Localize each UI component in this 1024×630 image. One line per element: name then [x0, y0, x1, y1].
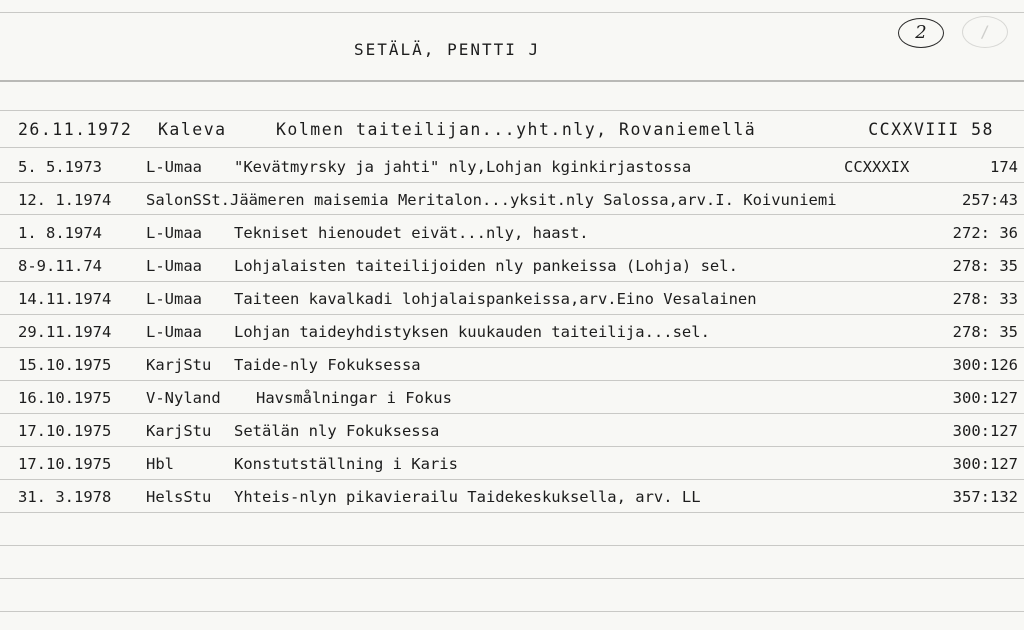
- entry-reference: 174: [990, 158, 1018, 176]
- entry-reference: 278: 35: [952, 257, 1018, 275]
- entry-description: SalonSSt.Jäämeren maisemia Meritalon...yksit.nly Salossa,arv.I. Koivuniemi: [146, 191, 837, 209]
- entry-reference: 272: 36: [952, 224, 1018, 242]
- entry-source: L-Umaa: [146, 158, 202, 176]
- entry-reference: 300:127: [952, 455, 1018, 473]
- entry-date: 1. 8.1974: [18, 224, 102, 242]
- card-title: SETÄLÄ, PENTTI J: [354, 40, 541, 59]
- entry-date: 16.10.1975: [18, 389, 112, 407]
- entry-description: Konstutställning i Karis: [234, 455, 458, 473]
- entry-description: Yhteis-nlyn pikavierailu Taidekeskuksella, arv. LL: [234, 488, 701, 506]
- entry-source: Kaleva: [158, 120, 227, 139]
- entry-description: Tekniset hienoudet eivät...nly, haast.: [234, 224, 589, 242]
- card-number-mark: 2: [898, 18, 944, 48]
- entry-source: L-Umaa: [146, 257, 202, 275]
- entry-row: [0, 120, 1024, 144]
- entry-reference: 278: 33: [952, 290, 1018, 308]
- ruled-line: [0, 380, 1024, 381]
- ruled-line: [0, 545, 1024, 546]
- entry-source: V-Nyland: [146, 389, 221, 407]
- entry-row: [0, 488, 1024, 512]
- entry-description: Taide-nly Fokuksessa: [234, 356, 421, 374]
- entry-row: [0, 257, 1024, 281]
- ruled-line: [0, 611, 1024, 612]
- entry-reference: CCXXVIII 58: [868, 120, 994, 139]
- entry-source: L-Umaa: [146, 224, 202, 242]
- ruled-line: [0, 248, 1024, 249]
- entry-description: Lohjan taideyhdistyksen kuukauden taiteilija...sel.: [234, 323, 710, 341]
- ruled-line: [0, 413, 1024, 414]
- entry-row: [0, 323, 1024, 347]
- ruled-line: [0, 281, 1024, 282]
- entry-row: [0, 455, 1024, 479]
- entry-date: 8-9.11.74: [18, 257, 102, 275]
- entry-description: Kolmen taiteilijan...yht.nly, Rovaniemellä: [276, 120, 757, 139]
- entry-date: 12. 1.1974: [18, 191, 112, 209]
- ruled-line: [0, 347, 1024, 348]
- ruled-line: [0, 446, 1024, 447]
- faint-card-mark: /: [962, 16, 1008, 48]
- entry-description: Havsmålningar i Fokus: [256, 389, 452, 407]
- entry-date: 17.10.1975: [18, 455, 112, 473]
- ruled-line: [0, 512, 1024, 513]
- entry-date: 15.10.1975: [18, 356, 112, 374]
- entry-date: 29.11.1974: [18, 323, 112, 341]
- entry-source: L-Umaa: [146, 290, 202, 308]
- entry-reference: 300:127: [952, 422, 1018, 440]
- entry-row: [0, 422, 1024, 446]
- entry-date: 5. 5.1973: [18, 158, 102, 176]
- entry-reference: 300:127: [952, 389, 1018, 407]
- entry-source: KarjStu: [146, 356, 212, 374]
- entry-row: [0, 224, 1024, 248]
- entry-row: [0, 191, 1024, 215]
- entry-source: KarjStu: [146, 422, 212, 440]
- entry-reference: 278: 35: [952, 323, 1018, 341]
- entry-description: Lohjalaisten taiteilijoiden nly pankeissa (Lohja) sel.: [234, 257, 738, 275]
- entry-row: [0, 356, 1024, 380]
- ruled-line: [0, 12, 1024, 13]
- entry-row: [0, 389, 1024, 413]
- ruled-line: [0, 479, 1024, 480]
- entry-source: L-Umaa: [146, 323, 202, 341]
- ruled-line: [0, 110, 1024, 111]
- ruled-line: [0, 578, 1024, 579]
- entry-row: [0, 290, 1024, 314]
- entry-date: 26.11.1972: [18, 120, 133, 139]
- entry-description: Setälän nly Fokuksessa: [234, 422, 440, 440]
- entry-source: HelsStu: [146, 488, 212, 506]
- entry-reference: 357:132: [952, 488, 1018, 506]
- ruled-line: [0, 80, 1024, 82]
- entry-reference: 300:126: [952, 356, 1018, 374]
- entry-description: Taiteen kavalkadi lohjalaispankeissa,arv.Eino Vesalainen: [234, 290, 757, 308]
- entry-source: Hbl: [146, 455, 174, 473]
- entry-description: "Kevätmyrsky ja jahti" nly,Lohjan kginkirjastossa: [234, 158, 692, 176]
- entry-reference: 257:43: [962, 191, 1018, 209]
- entry-date: 31. 3.1978: [18, 488, 112, 506]
- ruled-line: [0, 314, 1024, 315]
- ruled-line: [0, 147, 1024, 148]
- entry-row: [0, 158, 1024, 182]
- entry-date: 14.11.1974: [18, 290, 112, 308]
- entry-reference-volume: CCXXXIX: [844, 158, 910, 176]
- ruled-line: [0, 182, 1024, 183]
- entry-date: 17.10.1975: [18, 422, 112, 440]
